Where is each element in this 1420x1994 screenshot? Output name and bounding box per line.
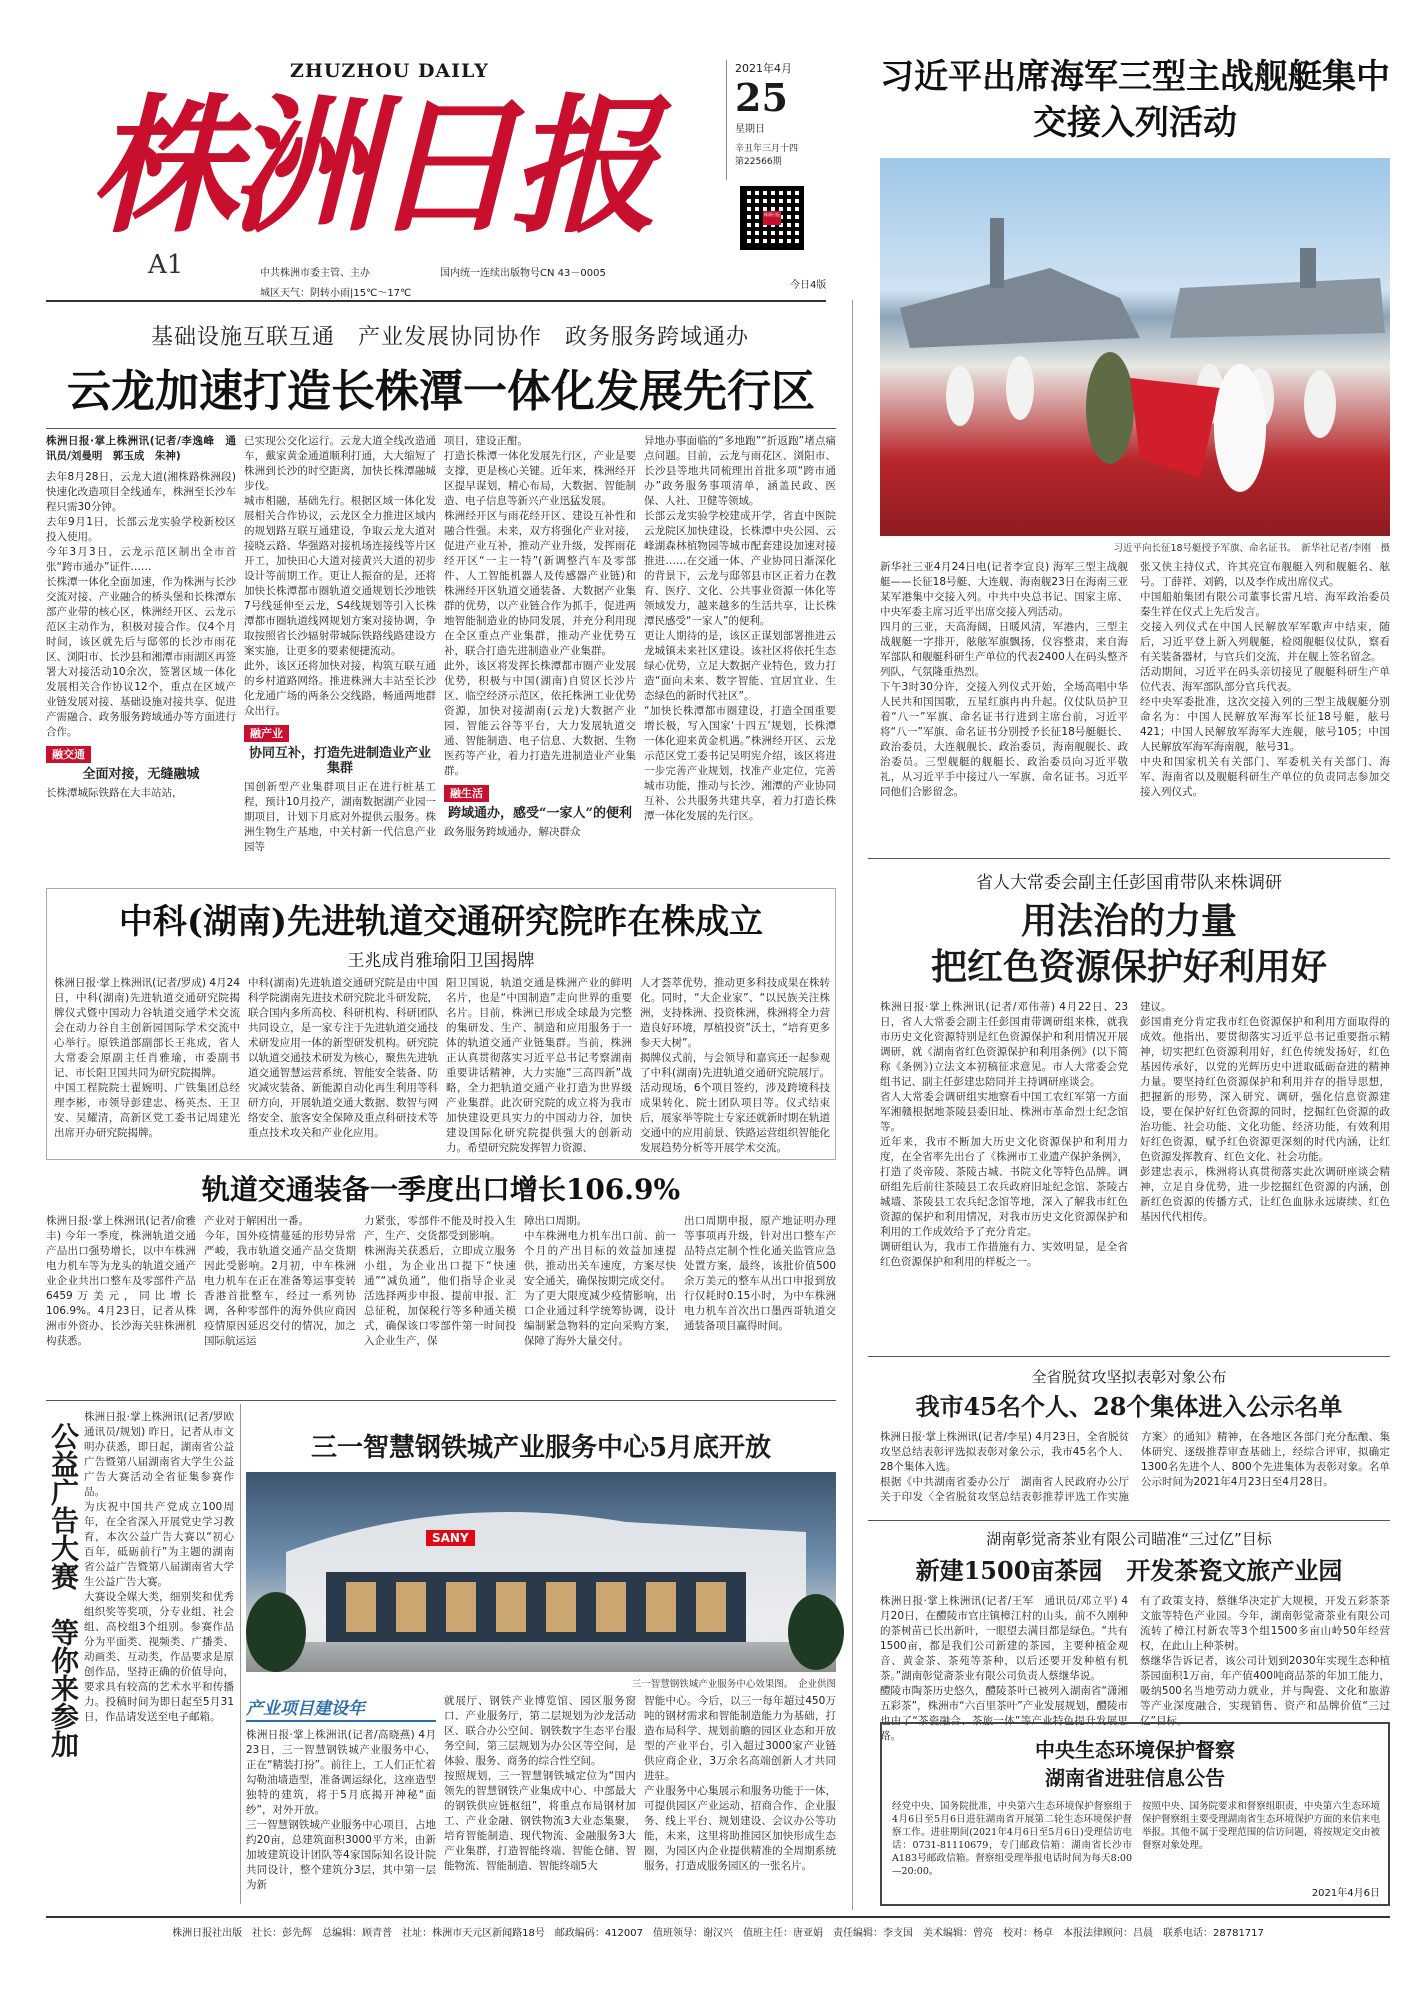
export-col-4-text: 障出口周期。 中车株洲电力机车出口前、前一个月的产出目标的效益加速提供，推动出关车速度，方案尽快安全通关，确保按期完成交付。 为了更大限度减少疫情影响，出口企业通过科学统筹协调，设计编制紧急物料的定向采购方案，保障了海外大量交付。 <box>524 1215 676 1347</box>
tag-chanye-text: 国创新型产业集群项目正在进行桩基工程，预计10月投产，湖南数据湖产业园一期项目，计划下月底对外提供云服务。株洲生物生产基地，中关村新一代信息产业园等 <box>244 781 436 853</box>
export-col-3 <box>364 1214 516 1394</box>
law-kicker: 省人大常委会副主任彭国甫带队来株调研 <box>976 873 1282 893</box>
today-pages: 今日4版 <box>790 280 827 291</box>
top-right-headline: 习近平出席海军三型主战舰艇集中交接入列活动 <box>880 57 1390 143</box>
footer-line: 株洲日报社出版 社长：彭先辉 总编辑：顾青普 社址：株洲市天元区新闻路18号 邮政编码：412007 值班领导：谢汉兴 值班主任：唐亚娟 责任编辑：李支国 美术编辑：曾亮 校对：杨卓 本报法律顾问：吕晨 联系电话：28781717 <box>172 1928 1264 1939</box>
masthead-logo <box>90 79 690 253</box>
side-strip-title: 公益广告大赛 等你来参加 <box>47 1422 80 1758</box>
tag-jiaotong-text: 长株潭城际铁路在大丰站站， <box>46 787 183 799</box>
top-right-col-2 <box>1140 560 1390 850</box>
rail-col-1-text: 株洲日报·掌上株洲讯(记者/罗成) 4月24日，中科(湖南)先进轨道交通研究院揭牌仪式暨中国动力谷轨道交通学术交流会在动力谷自主创新园国际学术交流中心举行。原铁道部副部长王兆成，省人大常委会原副主任肖雅瑜，市委副书记、市长阳卫国共同为研究院揭牌。 中国工程院院士翟婉明、广铁集团总经理李彬，市领导彭建忠、杨英杰、王卫安、吴耀清，高新区党工委书记周建光出席开办研究院揭牌。 <box>54 977 240 1139</box>
left-main-col-3 <box>444 434 636 874</box>
notice-col-1-text: 经党中央、国务院批准，中央第六生态环境保护督察组于4月6日至5月6日进驻湖南省开展第二轮生态环境保护督察工作。进驻期间(2021年4月6日至5月6日)受理信访电话：0731-81110679，专门邮政信箱：湖南省长沙市A183号邮政信箱。督察组受理举报电话时间为每天8:00—20:00。 <box>892 1801 1132 1877</box>
sany-col-2 <box>444 1694 636 1904</box>
law-headline-1: 用法治的力量 <box>1020 900 1237 942</box>
sany-col-3-text: 智能中心。今后，以三一每年超过450万吨的钢材需求和智能制造能力为基础，打造布局科学、规划前瞻的园区业态和开放型的产业平台，引入超过3000家产业链供应商企业，3万余名高端创新人才共同进驻。 产业服务中心集展示和服务功能于一体，可提供园区产业运动、招商合作、企业服务、线上平台、规划建设、会议办公等功能，未来，这里将助推园区加快形成生态圈，为园区内企业提供精准的全周期系统服务，打造成服务园区的一张名片。 <box>644 1695 836 1872</box>
side-strip-text-col <box>84 1410 234 1900</box>
list-headline: 我市45名个人、28个集体进入公示名单 <box>915 1392 1343 1421</box>
left-main-col-4-text: 异地办事面临的“多地跑”“折返跑”堵点痛点问题。目前，云龙与雨花区、浏阳市、长沙县等地共同梳理出首批多项“跨市通办”政务服务事项清单，涵盖民政、医保、人社、卫健等领域。 长部云龙实验学校建成开学，省直中医院云龙院区加快建设，长株潭中央公园、云峰湖森林植物园等城市配套建设加速对接推进……在交通一体、产业协同日渐深化的背景下，云龙与邸邻县市区正着力在教育、医疗、文化、公共事业资源一体化等领域发力，越来越多的生活共享，让长株潭民感受“一家人”的便利。 更让人期待的是，该区正谋划部署推进云龙城镇未来社区建设。该社区将依托生态绿心优势，立足大数据产业特色，致力打造“面向未来、数字智能、宜居宜业、生态绿色的新时代社区”。 “加快长株潭都市圈建设，打造全国重要增长极，写入国家‘十四五’规划，长株潭一体化迎来黄金机遇。”株洲经开区、云龙示范区党工委书记吴明宪介绍，该区将进一步完善产业规划，找准产业定位，完善城市功能，推动与长沙、湘潭的产业协同互补、公共服务共建共享，着力打造长株潭一体化发展的先行区。 <box>644 435 836 822</box>
date-year-month: 2021年4月 <box>735 62 792 75</box>
cn-number: 国内统一连续出版物号CN 43－0005 <box>440 268 606 279</box>
rail-col-1 <box>54 976 240 1156</box>
tag-shenghuo: 融生活 <box>444 785 489 802</box>
tea-col-1-text: 株洲日报·掌上株洲讯(记者/王军 通讯员/邓立平) 4月20日，在醴陵市官庄镇樟江村的山头，前不久刚种的茶树苗已长出新叶，一眼望去满目都是绿色。“共有1500亩，都是我们公司新建的茶园，主要种植金观音、黄金茶、茶苑等茶种，以后还要开发种植有机茶。”湖南彰觉斋茶业有限公司负责人蔡继华说。 醴陵市陶茶历史悠久，醴陵茶叶已被列入湖南省“潇湘五彩茶”，株洲市“六百里茶叶”产业发展规划，醴陵市也由了“茶瓷融合、茶旅一体”等产业特色提升发展思路。 <box>880 1595 1128 1742</box>
list-col-1 <box>880 1430 1390 1514</box>
tea-headline: 新建1500亩茶园 开发茶瓷文旅产业园 <box>915 1556 1343 1585</box>
top-right-col-1-text: 新华社三亚4月24日电(记者李宣良) 海军三型主战舰艇——长征18号艇、大连舰、海南舰23日在海南三亚某军港集中交接入列。中共中央总书记、国家主席、中央军委主席习近平出席交接入列活动。 四月的三亚，天高海阔，日暖风清，军港内，三型主战舰艇一字排开，舷舷军旗飘扬，仪容整肃，来自海军部队和舰艇科研生产单位的代表2400人在码头整齐列队，气氛隆重热烈。 下午3时30分许，交接入列仪式开始，全场高唱中华人民共和国国歌，五星红旗冉冉升起。仪仗队员护卫着“八一”军旗、命名证书行进到主席台前，习近平将“八一”军旗、命名证书分别授予长征18号艇艇长、政治委员，大连舰舰长、政治委员，海南舰舰长、政治委员。三型舰艇的舰艇长、政治委员向习近平敬礼，从习近平手中接过八一军旗、命名证书。习近平同他们合影留念。 <box>880 561 1128 798</box>
sany-col-3 <box>644 1694 836 1904</box>
law-col-1 <box>880 1000 1128 1346</box>
masthead-english: ZHUZHOU DAILY <box>290 60 489 82</box>
tag-shenghuo-title: 跨域通办，感受“一家人”的便利 <box>448 806 632 821</box>
rail-col-2 <box>248 976 438 1156</box>
law-col-2-text: 建议。 彭国甫充分肯定我市红色资源保护和利用方面取得的成效。他指出，要贯彻落实习近平总书记重要指示精神，切实把红色资源利用好，红色传统发扬好，红色基因传承好，以党的光辉历史中迸取砥砺奋进的精神力量。要坚持红色资源保护和利用并存的指导思想，把握新的形势，深入研究、调研，强化信息资源建设，要在保护好红色资源的同时，挖掘红色资源的政治功能、社会功能、文化功能、经济功能，有效利用好红色资源，赋予红色资源更深刻的时代内涵，让红色资源发挥教育、红色文化、社会功能。 彭建忠表示，株洲将认真贯彻落实此次调研座谈会精神，立足自身优势，进一步挖掘红色资源的内涵，创新红色资源的传播方式，让红色血脉永远赓续、红色基因代代相传。 <box>1140 1001 1390 1223</box>
sany-building-illustration <box>246 1472 836 1672</box>
tag-chanye: 融产业 <box>244 725 289 742</box>
sany-headline: 三一智慧钢铁城产业服务中心5月底开放 <box>310 1433 772 1463</box>
left-main-byline: 株洲日报·掌上株洲讯(记者/李逸峰 通讯员/刘曼明 郭玉成 朱神) <box>46 435 236 462</box>
export-col-5 <box>684 1214 836 1394</box>
export-headline: 轨道交通装备一季度出口增长106.9% <box>201 1173 681 1206</box>
notice-col-2 <box>1142 1800 1380 1878</box>
weekday: 星期日 <box>735 124 765 135</box>
date-block <box>726 60 816 180</box>
sany-logo-label: SANY <box>432 1531 469 1545</box>
left-main-col-2-text: 已实现公交化运行。云龙大道全线改造通车，戴家黄金通道顺利打通，大大缩短了株洲到长沙的时空距离，加快长株潭融城步伐。 城市相融，基础先行。根据区域一体化发展相关合作协议，云龙区全力推进区域内的规划路互联互通建设，争取云龙大道对接晓云路、华强路对接机场连接线等片区开工，加快田心大道对接黄兴大道的初步设计等前期工作。更让人振奋的是，还将加快长株潭都市圈轨道交通规划长沙地铁7号线延伸至云龙，S4线规划等引入长株潭都市圈轨道线网规划方案对接协调，争取按照省长沙辐射带城际铁路线路建设方案实施，让更多的要素便捷流动。 此外，该区还将加快对接，构筑互联互通的乡村道路网络。推进株洲大丰站至长沙化龙通广场的两条公交线路，畅通两地群众出行。 <box>244 435 436 717</box>
tag-shenghuo-text: 政务服务跨域通办，解决群众 <box>444 826 581 838</box>
issue-number: 第22566期 <box>735 157 782 167</box>
date-day: 25 <box>735 75 788 120</box>
ceremony-photo <box>880 158 1390 536</box>
sany-col-1 <box>246 1728 436 1904</box>
ceremony-photo-caption: 习近平向长征18号艇授予军旗、命名证书。 新华社记者/李刚 摄 <box>1113 543 1390 554</box>
left-main-col-1 <box>46 434 236 874</box>
export-col-2 <box>204 1214 356 1394</box>
tea-kicker: 湖南彰觉斋茶业有限公司瞄准“三过亿”目标 <box>986 1530 1272 1548</box>
sany-rendering-photo <box>246 1472 836 1672</box>
project-year-banner <box>246 1694 436 1722</box>
law-col-1-text: 株洲日报·掌上株洲讯(记者/邓伟蒂) 4月22日、23日，省人大常委会副主任彭国甫带调研组来株，就我市历史文化资源特别是红色资源保护和利用情况开展调研，就《湖南省红色资源保护和利用条例》(以下简称《条例》)立法文本初稿征求意见。市人大常委会党组书记、副主任彭建忠陪同并主持调研座谈会。 省人大常委会调研组实地察看中国工农红军第一方面军湘赣根据地茶陵县委旧址、株洲市革命烈士纪念馆等。 近年来，我市不断加大历史文化资源保护和利用力度，在全省率先出台了《株洲市工业遗产保护条例》，打造了炎帝陵、茶陵古城、书院文化等特色品牌。调研组先后前往茶陵县工农兵政府旧址纪念馆、茶陵古城墙、茶陵县工农兵纪念馆等地，深入了解我市红色资源的保护和利用情况，对我市历史文化资源保护和利用的工作成效给予了充分肯定。 调研组认为，我市工作措施有力、实效明显，是全省红色资源保护和利用的样板之一。 <box>880 1001 1128 1268</box>
notice-col-1 <box>892 1800 1132 1890</box>
rail-story-sub: 王兆成肖雅瑜阳卫国揭牌 <box>347 951 535 971</box>
left-main-col-2 <box>244 434 436 874</box>
notice-title-2: 湖南省进驻信息公告 <box>1045 1766 1225 1790</box>
law-headline-2: 把红色资源保护好利用好 <box>930 946 1327 988</box>
lunar-date: 辛丑年三月十四 <box>735 144 799 154</box>
tag-chanye-title: 协同互补，打造先进制造业产业集群 <box>248 746 431 776</box>
qr-code[interactable] <box>740 186 804 250</box>
rail-story-headline: 中科(湖南)先进轨道交通研究院昨在株成立 <box>118 902 764 942</box>
tea-col-1 <box>880 1594 1128 1742</box>
left-main-col-4 <box>644 434 836 874</box>
tea-col-2-text: 有了政策支持，蔡继华决定扩大规模，开发五彩茶茶文旅等特色产业园。今年，湖南彰觉斋茶业有限公司流转了樟江村新农等3个组1500多亩山岭50年经营权，在此山上种茶树。 蔡继华告诉记者，该公司计划到2030年实现生态种植茶园面积1万亩，年产值400吨商品茶的年加工能力，吸纳500名当地劳动力就业，并与陶瓷、文化和旅游等产业深度融合，实现销售、资产和品牌价值“三过亿”目标。 <box>1140 1595 1390 1727</box>
project-year-banner-text: 产业项目建设年 <box>246 1699 365 1719</box>
qr-label: 株洲日报 <box>763 211 781 225</box>
publisher-line: 中共株洲市委主管、主办 <box>260 268 370 279</box>
tag-jiaotong-title: 全面对接，无缝融城 <box>82 767 200 782</box>
side-strip-text: 株洲日报·掌上株洲讯(记者/罗欧 通讯员/规划) 昨日，记者从市文明办获悉，即日起，湖南省公益广告暨第八届湖南省大学生公益广告大赛活动全省征集参赛作品。 为庆祝中国共产党成立100周年，在全省深入开展党史学习教育，本次公益广告大赛以“初心百年，砥砺前行”为主题的湖南省公益广告暨第八届湖南省大学生公益广告大赛。 大赛设全媒大类，细别奖和优秀组织奖等奖项，分专业组、社会组、高校组3个组别。参赛作品分为平面类、视频类、广播类、动画类、互动类，作品要求是原创作品，坚持正确的价值导向，要求具有较高的艺术水平和传播力。投稿时间为即日起至5月31日，作品请发送至电子邮箱。 <box>84 1411 234 1723</box>
sany-photo-caption: 三一智慧钢铁城产业服务中心效果图。 企业供图 <box>631 1679 836 1690</box>
sany-logo <box>426 1530 475 1546</box>
rail-col-4 <box>640 976 830 1156</box>
export-col-1 <box>46 1214 196 1394</box>
tag-jiaotong: 融交通 <box>46 746 91 763</box>
export-col-5-text: 出口周期申报，原产地证明办理等事项再升级，针对出口整车产品特点定制个性化通关监管应急处置方案，最终，该批价值500余万美元的整车从出口申报到放行仅耗时0.15小时，为中车株洲电力机车首次出口墨西哥轨道交通装备项目赢得时间。 <box>684 1215 836 1332</box>
page-number: A1 <box>148 250 184 280</box>
top-right-col-2-text: 张又侠主持仪式，许其亮宣布舰艇入列和舰艇名、舷号。丁薛祥、刘鹤，以及李作成出席仪式。 中国船舶集团有限公司董事长雷凡培、海军政治委员秦生祥在仪式上先后发言。 交接入列仪式在中国人民解放军军歌声中结束，随后，习近平登上新入列舰艇，检阅舰艇仪仗队，察看有关装备器材，与官兵们交流，并在舰上签名留念。 活动期间，习近平在码头亲切接见了舰艇科研生产单位代表、海军部队部分官兵代表。 经中央军委批准，这次交接入列的三型主战舰艇分别命名为：中国人民解放军海军长征18号艇，舷号421；中国人民解放军海军大连舰，舷号105；中国人民解放军海军海南舰，舷号31。 中央和国家机关有关部门、军委机关有关部门、海军、海南省以及舰艇科研生产单位的负责同志参加交接入列仪式。 <box>1140 561 1390 798</box>
left-main-col-1-text: 去年8月28日，云龙大道(湘株路株洲段)快速化改造项目全线通车，株洲至长沙车程只需30分钟。 去年9月1日，长部云龙实验学校新校区投入使用。 今年3月3日，云龙示范区制出全市首张“跨市通办”证件…… 长株潭一体化全面加速，作为株洲与长沙交流对接、产业融合的桥头堡和长株潭东部产业带的核心区，株洲经开区、云龙示范区主动作为，积极对接合作。仅4个月时间，该区就先后与邸邻的长沙市雨花区、浏阳市、长沙县和湘潭市雨湖区再签署大对接活动10余次，签署区域一体化发展相关合作协议12个，重点在区域产业链发展对接、基础设施对接共享、促进产需融合、政务服务跨域通办等方面进行合作。 <box>46 471 236 738</box>
export-col-2-text: 产业对于解困出一番。 今年，国外疫情蔓延的形势异常严峻，我市轨道交通产品交货期因此受影响。2月初，中车株洲电力机车在正在准备筹运事变转香港首批整车，经过一系列协调，各种零部件的海外供应商因疫情原因延迟交付的情况，加之国际航运运 <box>204 1215 356 1347</box>
rail-col-2-text: 中科(湖南)先进轨道交通研究院是由中国科学院湖南先进技术研究院北斗研发院，联合国内多所高校、科研机构、科研团队共同设立，是一家专注于先进轨道交通技术研发应用一体的新型研发机构。研究院以轨道交通技术研发为核心，聚焦先进轨道交通智慧运营系统、智能安全装备、防灾减灾装备、新能源自动化再生利用等科研方向，开展轨道交通大数据、数智与网络安全、旅客安全保障及重点科研技术等重点技术攻关和产业化应用。 <box>248 977 438 1139</box>
tea-col-2 <box>1140 1594 1390 1727</box>
notice-col-2-text: 按照中央、国务院要求和督察组职责，中央第六生态环境保护督察组主要受理湖南省生态环境保护方面的来信来电举报。其他不属于受理范围的信访问题，将按规定交由被督察对象处理。 <box>1142 1801 1380 1851</box>
sany-col-1-text: 株洲日报·掌上株洲讯(记者/高晓燕) 4月23日，三一智慧钢铁城产业服务中心，正在“精装打扮”。前往上，工人们正忙着勾勒油墙造型，准备调运绿化，这座造型独特的建筑，将于5月底揭开神秘“面纱”，对外开放。 三一智慧钢铁城产业服务中心项目，占地约20亩，总建筑面积3000平方米，由新加坡建筑设计团队等4家国际知名设计院共同设计，整个建筑分3层，其中第一层为新 <box>246 1729 436 1891</box>
list-kicker: 全省脱贫攻坚拟表彰对象公布 <box>1031 1368 1227 1386</box>
law-col-2 <box>1140 1000 1390 1346</box>
rail-col-3-text: 阳卫国说，轨道交通是株洲产业的鲜明名片，也是“中国制造”走向世界的重要名片。目前，株洲已形成全球最为完整的集研发、生产、制造和应用服务于一体的轨道交通产业链集群。当前，株洲正认真贯彻落实习近平总书记考察湖南重要讲话精神，大力实施“三高四新”战略，全力把轨道交通产业打造为世界级产业集群。此次研究院的成立将为我市加快建设更具实力的中国动力谷，加快建设国际化研究院提供强大的创新动力。希望研究院发挥智力资源、 <box>446 977 632 1154</box>
export-col-3-text: 力紧张，零部件不能及时投入生产，生产、交货都受到影响。 株洲海关获悉后，立即成立服务小组，为企业出口提下“快速通”“减负通”，他们指导企业灵活选择两步申报、提前申报、汇总征税，加保税行等多种通关模式，确保该口零部件第一时间投入企业生产，保 <box>364 1215 516 1347</box>
export-col-4 <box>524 1214 676 1394</box>
export-col-1-text: 株洲日报·掌上株洲讯(记者/俞雅丰) 今年一季度，株洲轨道交通产品出口强势增长，以中车株洲电力机车等为龙头的轨道交通产业企业共出口整车及零部件产品6459万美元，同比增长106.9%。4月23日，记者从株洲市外资办、长沙海关驻株洲机构获悉。 <box>46 1215 196 1347</box>
left-main-headline: 云龙加速打造长株潭一体化发展先行区 <box>67 366 815 417</box>
left-main-col-3-text: 项目，建设正酣。 打造长株潭一体化发展先行区，产业是要支撑，更是核心关键。近年来，株洲经开区提早谋划，精心布局，大数据、智能制造、电子信息等新兴产业迅猛发展。 株洲经开区与雨花经开区、建设互补性和融合性强。未来，双方将强化产业对接，促进产业互补，推动产业升级，发挥雨花经开区“一主一特”(新调整汽车及零部件、人工智能机器人及传感器产业链)和株洲经开区轨道交通装备、大数据产业集群的优势，以产业链合作为抓手，促进两地智能制造业的协同发展，并充分利用现在全区重点产业集群，推动产业优势互补，联合打造先进制造业产业集群。 此外，该区将发挥长株潭都市圈产业发展优势，积极与中国(湖南)自贸区长沙片区、临空经济示范区，依托株洲工业优势资源，加快对接湖南(云龙)大数据产业园、智能云谷等平台，大力发展轨道交通、智能制造、电子信息、大数据、生物医药等产业，着力打造先进制造业产业集群。 <box>444 435 636 777</box>
left-main-kicker: 基础设施互联互通 产业发展协同协作 政务服务跨域通办 <box>150 325 749 350</box>
notice-date: 2021年4月6日 <box>1311 1888 1380 1899</box>
weather: 城区天气：阴转小雨|15℃～17℃ <box>260 288 412 299</box>
rail-col-4-text: 人才荟萃优势，推动更多科技成果在株转化。同时，“大企业家”、“以民族关注株洲，支持株洲、投资株洲，株洲将全力营造良好环境，厚植投资”沃土，“培育更多参天大树”。 揭牌仪式前，与会领导和嘉宾还一起参观了中科(湖南)先进轨道交通研究院展厅。活动现场，6个项目签约，涉及跨境科技成果转化、院士团队项目等。仪式结束后，展家举等院士专家还就新时期在轨道交通中的应用前景、铁路运营组织智能化发展趋势分析等开展学术交流。 <box>640 977 830 1154</box>
list-col-1-text: 株洲日报·掌上株洲讯(记者/李星) 4月23日，全省脱贫攻坚总结表彰评选拟表彰对象公示，我市45名个人、28个集体入选。 根据《中共湖南省委办公厅 湖南省人民政府办公厅关于印发〈全省脱贫攻坚总结表彰推荐评选工作实施方案〉的通知》精神，在各地区各部门充分酝酿、集体研究、逐级推荐审查基础上，经综合评审，拟确定1300名先进个人、800个先进集体为表彰对象。名单公示时间为2021年4月23日至4月28日。 <box>880 1431 1390 1503</box>
masthead-chinese-title: 株洲日报 <box>90 79 650 253</box>
notice-title-1: 中央生态环境保护督察 <box>1035 1738 1235 1762</box>
top-right-col-1 <box>880 560 1128 850</box>
rail-col-3 <box>446 976 632 1156</box>
sany-col-2-text: 就展厅、钢铁产业博览馆、园区服务窗口、产业服务厅，第二层规划为沙龙活动区、联合办公空间、钢铁数字生态平台服务空间，第三层规划为办公区等空间，是体验、服务、商务的综合性空间。 按照规划，三一智慧钢铁城定位为“国内领先的智慧钢铁产业集成中心、中部最大的钢铁供应链枢纽”，将重点布局钢材加工、产业金融、钢铁物流3大业态集聚，培育智能制造、现代物流、金融服务3大产业集群，打造智能终端、智能仓储、智能物流、智能制造、智能终端5大 <box>444 1695 636 1872</box>
ceremony-illustration <box>880 158 1390 536</box>
